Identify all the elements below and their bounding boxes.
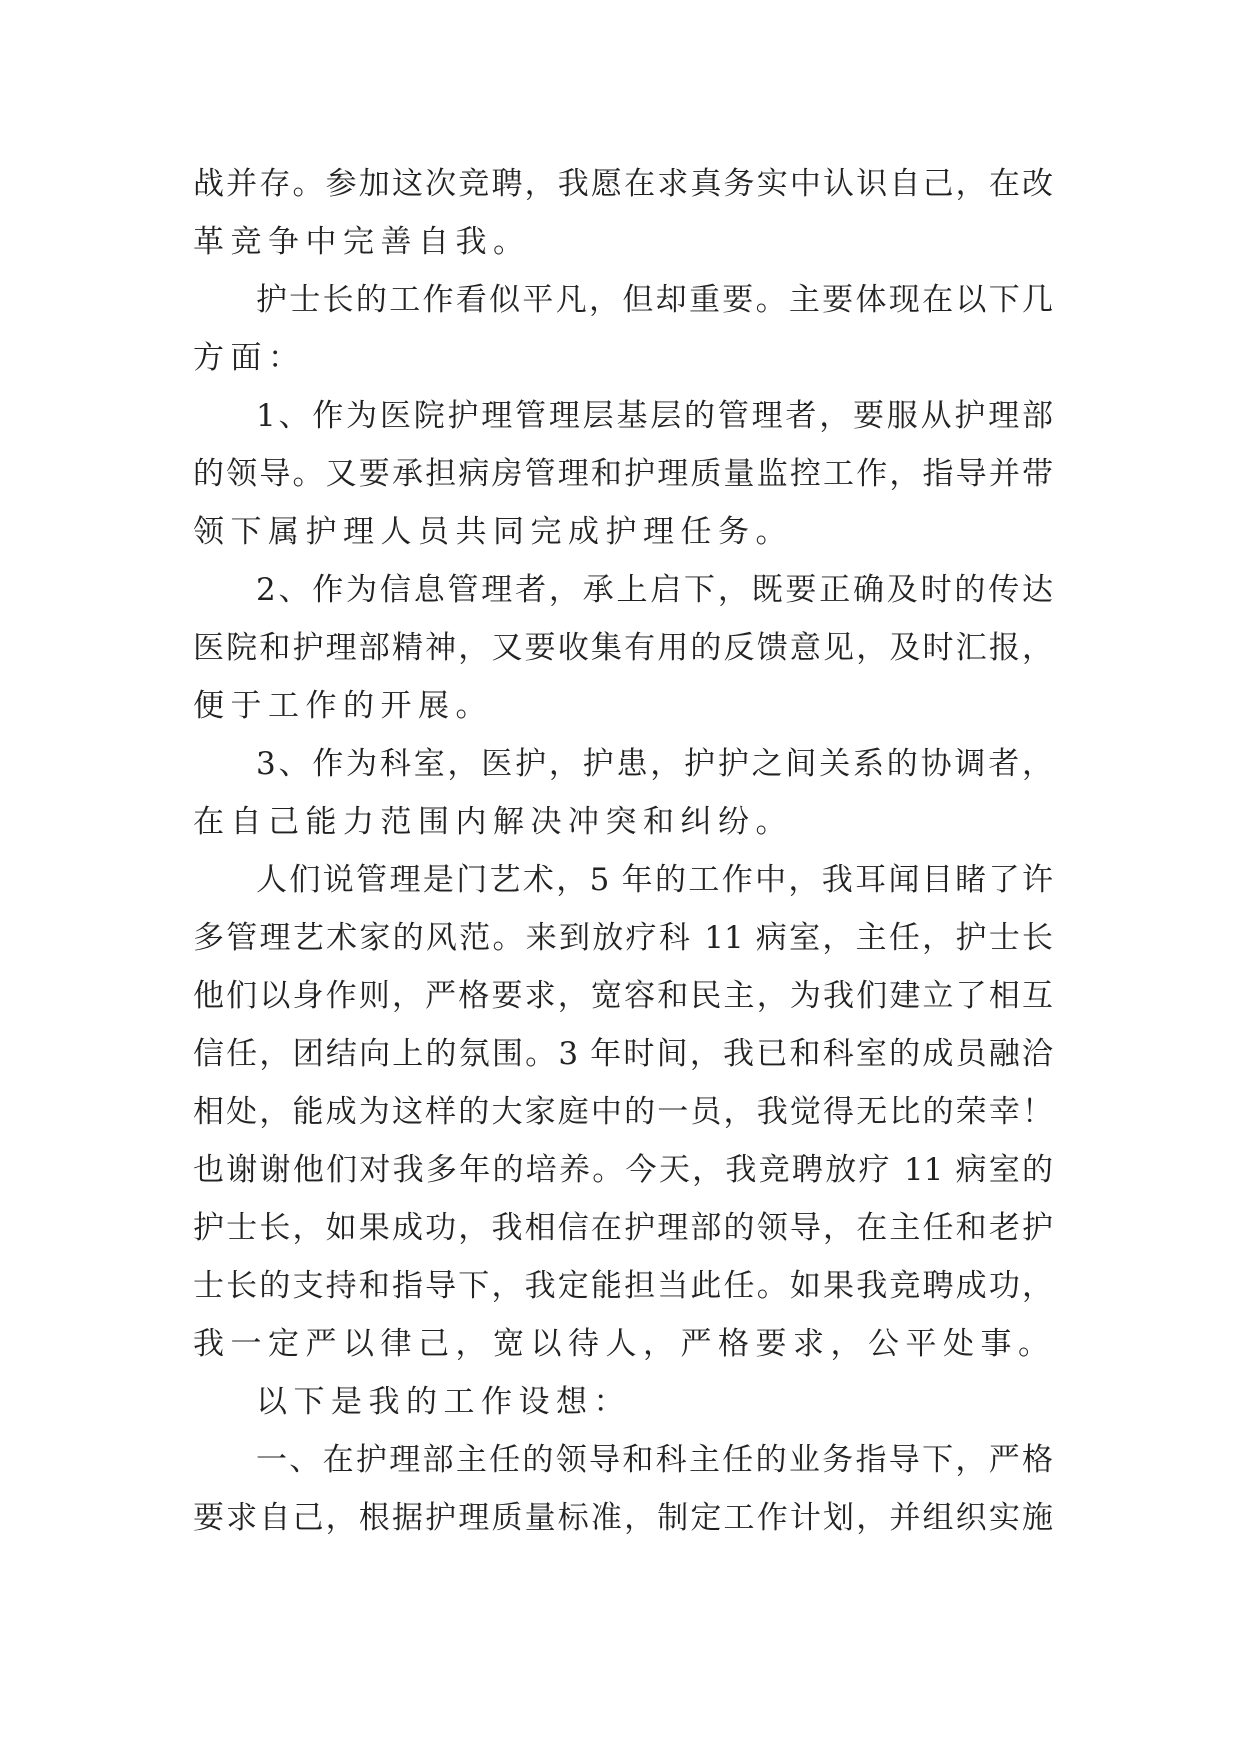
text-line: 也谢谢他们对我多年的培养。今天，我竞聘放疗 11 病室的 — [193, 1152, 1053, 1188]
text-line: 护士长的工作看似平凡，但却重要。主要体现在以下几 — [256, 282, 1053, 318]
text-line: 护士长，如果成功，我相信在护理部的领导，在主任和老护 — [193, 1210, 1053, 1246]
text-line: 的领导。又要承担病房管理和护理质量监控工作，指导并带 — [193, 456, 1053, 492]
text-line: 3、作为科室，医护，护患，护护之间关系的协调者， — [256, 746, 1053, 782]
text-line: 医院和护理部精神，又要收集有用的反馈意见，及时汇报， — [193, 630, 1053, 666]
text-line: 信任，团结向上的氛围。3 年时间，我已和科室的成员融洽 — [193, 1036, 1053, 1072]
text-line: 便于工作的开展。 — [193, 688, 493, 724]
text-line: 1、作为医院护理管理层基层的管理者，要服从护理部 — [256, 398, 1053, 434]
text-line: 战并存。参加这次竞聘，我愿在求真务实中认识自己，在改 — [193, 166, 1053, 202]
text-line: 人们说管理是门艺术，5 年的工作中，我耳闻目睹了许 — [256, 862, 1053, 898]
text-line: 以下是我的工作设想： — [256, 1384, 631, 1420]
text-line: 我一定严以律己，宽以待人，严格要求，公平处事。 — [193, 1326, 1056, 1362]
text-line: 方面： — [193, 340, 306, 376]
text-line: 多管理艺术家的风范。来到放疗科 11 病室，主任，护士长 — [193, 920, 1053, 956]
text-line: 2、作为信息管理者，承上启下，既要正确及时的传达 — [256, 572, 1053, 608]
text-line: 革竞争中完善自我。 — [193, 224, 531, 260]
text-line: 士长的支持和指导下，我定能担当此任。如果我竞聘成功， — [193, 1268, 1053, 1304]
text-line: 他们以身作则，严格要求，宽容和民主，为我们建立了相互 — [193, 978, 1053, 1014]
text-line: 相处，能成为这样的大家庭中的一员，我觉得无比的荣幸！ — [193, 1094, 1053, 1130]
text-line: 在自己能力范围内解决冲突和纠纷。 — [193, 804, 793, 840]
text-line: 领下属护理人员共同完成护理任务。 — [193, 514, 793, 550]
text-line: 一、在护理部主任的领导和科主任的业务指导下，严格 — [256, 1442, 1053, 1478]
text-line: 要求自己，根据护理质量标准，制定工作计划，并组织实施 — [193, 1500, 1053, 1536]
